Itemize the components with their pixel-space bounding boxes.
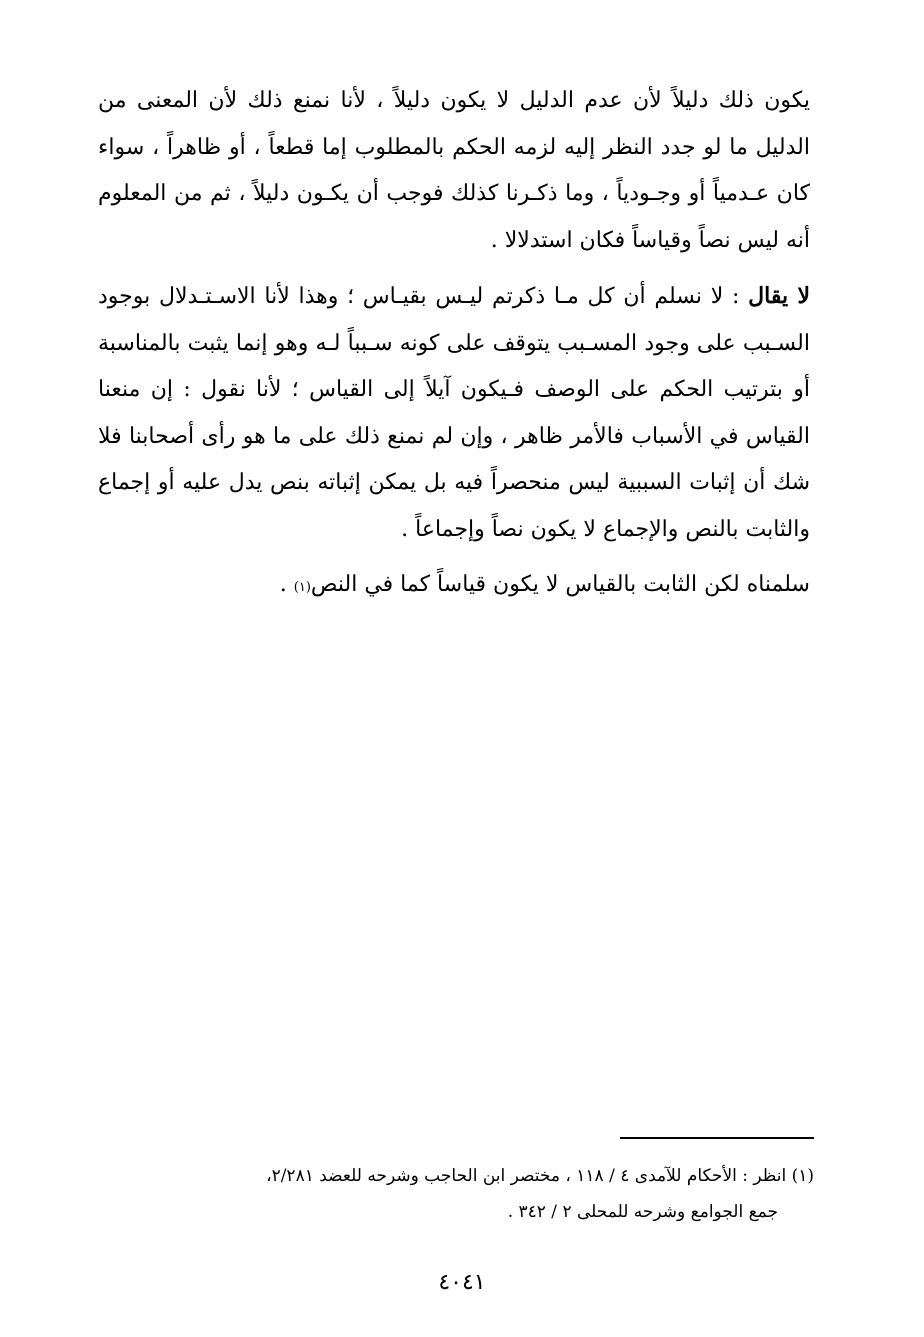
paragraph-2 (98, 273, 810, 553)
footnote-line-1: (١) انظر : الأحكام للآمدى ٤ / ١١٨ ، مختصر ابن الحاجب وشرحه للعضد ٢/٢٨١، (266, 1166, 814, 1186)
paragraph-3-tail: . (279, 572, 294, 597)
paragraph-2-text: : لا نسلم أن كل مـا ذكرتم ليـس بقيـاس ؛ وهذا لأنا الاسـتـدلال بوجود السـبب على وجود المسـبب يتوقف على كونه سـبباً لـه وهو إنما يثبت بالمناسبة أو بترتيب الحكم على الوصف فـيكون آيلاً إلى القياس ؛ لأنا نقول : إن منعنا القياس في الأسباب فالأمر ظاهر ، وإن لم نمنع ذلك على ما هو رأى أصحابنا فلا شك أن إثبات السببية ليس منحصراً فيه بل يمكن إثباته بنص يدل عليه أو إجماع والثابت بالنص والإجماع لا يكون نصاً وإجماعاً . (98, 284, 810, 542)
main-text (98, 78, 810, 621)
paragraph-1 (98, 78, 810, 264)
footnote-reference[interactable]: (١) (293, 580, 311, 595)
paragraph-1-text: يكون ذلك دليلاً لأن عدم الدليل لا يكون دليلاً ، لأنا نمنع ذلك لأن المعنى من الدليل ما لو جدد النظر إليه لزمه الحكم بالمطلوب إما قطعاً ، أو ظاهراً ، سواء كان عـدمياً أو وجـودياً ، وما ذكـرنا كذلك فوجب أن يكـون دليلاً ، ثم من المعلوم أنه ليس نصاً وقياساً فكان استدلالا . (98, 88, 810, 253)
paragraph-2-lead: لا يقال (748, 283, 810, 309)
footnote-separator (620, 1137, 814, 1139)
paragraph-3 (98, 562, 810, 612)
footnote-line-2: جمع الجوامع وشرحه للمحلى ٢ / ٣٤٢ . (507, 1202, 778, 1222)
paragraph-3-text: سلمناه لكن الثابت بالقياس لا يكون قياساً كما في النص (310, 572, 810, 597)
footnotes (98, 1158, 814, 1230)
page-number: ٤٠٤١ (438, 1270, 486, 1295)
